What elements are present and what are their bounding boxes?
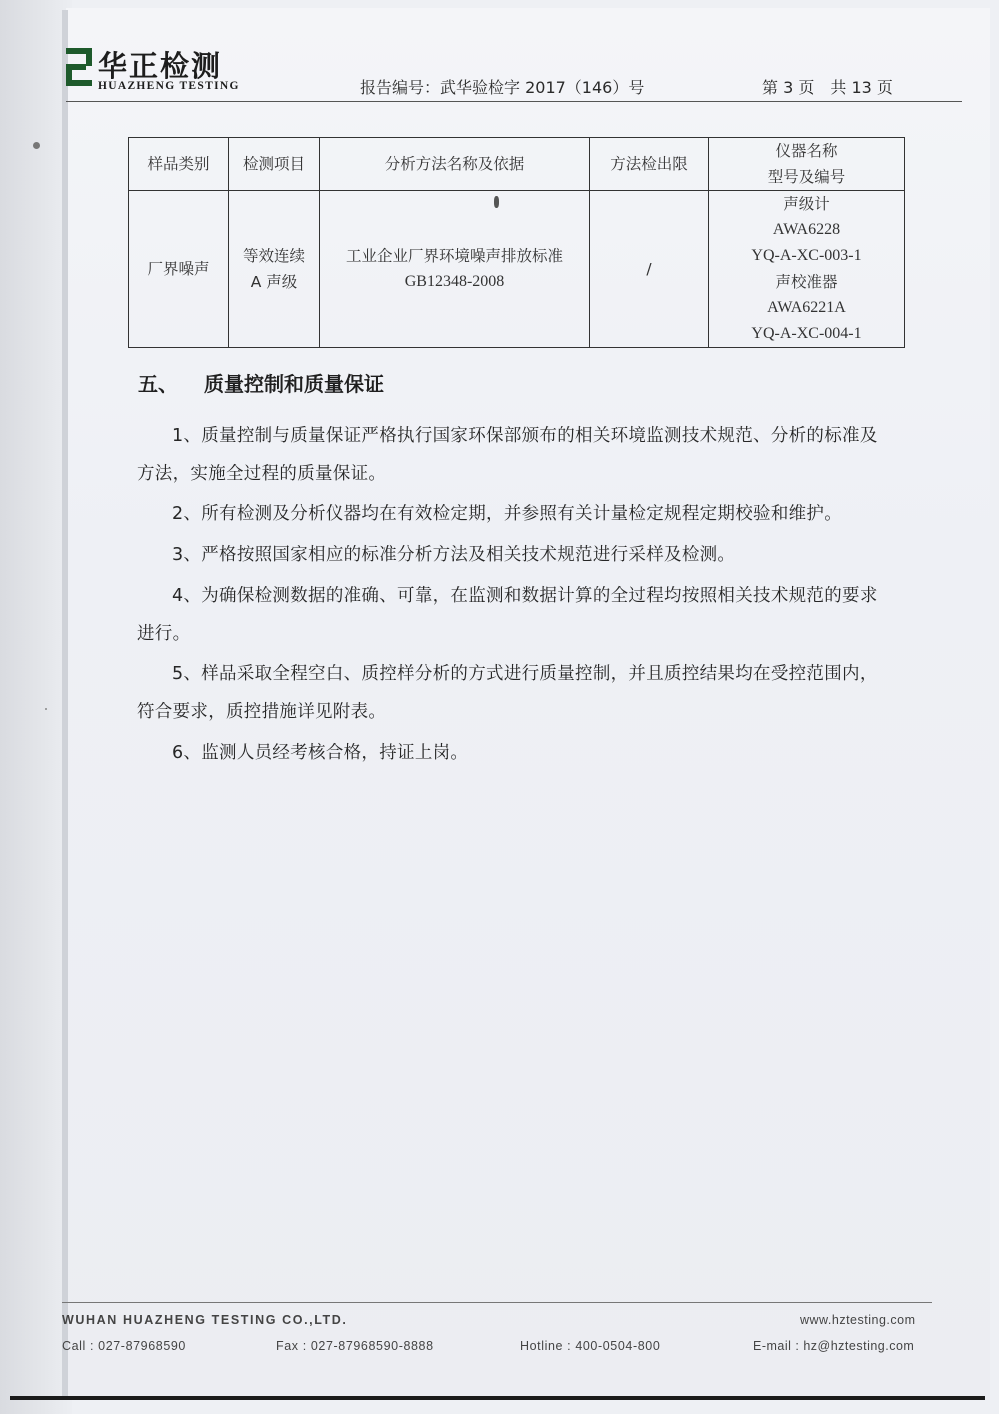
footer-fax: Fax : 027-87968590-8888 [276,1339,434,1353]
cell-sample-type: 厂界噪声 [129,191,229,348]
table-row [129,191,905,348]
col-method: 分析方法名称及依据 [320,138,590,191]
cell-test-item-line1: 等效连续 [242,247,305,265]
table-header-row [129,138,905,191]
instrument-line: AWA6221A [767,299,846,316]
paragraph: 5、样品采取全程空白、质控样分析的方式进行质量控制，并且质控结果均在受控范围内，符合要求，质控措施详见附表。 [137,664,878,722]
paragraph: 4、为确保检测数据的准确、可靠，在监测和数据计算的全过程均按照相关技术规范的要求进行。 [137,585,878,644]
instrument-line: 声校准器 [775,273,838,291]
section-heading [138,368,384,397]
paragraph: 6、监测人员经考核合格，持证上岗。 [172,742,469,763]
cell-instrument [709,191,905,348]
col-instrument [709,138,905,191]
footer-website: www.hztesting.com [800,1313,916,1327]
instrument-line: 声级计 [783,195,830,213]
col-test-item: 检测项目 [229,138,320,191]
page-indicator: 第 3 页 共 13 页 [762,78,893,97]
instrument-line: AWA6228 [772,221,841,238]
scan-bottom-edge [10,1396,985,1400]
report-number: 报告编号：武华验检字 2017（146）号 [360,78,645,97]
cell-test-item [229,191,320,348]
section-body [137,418,879,775]
scan-speck [494,196,499,208]
col-instrument-line1: 仪器名称 [775,142,838,160]
instrument-line: YQ-A-XC-004-1 [751,325,862,342]
paragraph: 3、严格按照国家相应的标准分析方法及相关技术规范进行采样及检测。 [172,545,736,566]
section-title: 质量控制和质量保证 [204,372,384,396]
col-detection-limit: 方法检出限 [590,138,709,191]
cell-method [320,191,590,348]
logo-chinese-name: 华正检测 [98,49,223,83]
footer-divider [62,1302,932,1303]
col-sample-type: 样品类别 [129,138,229,191]
cell-detection-limit: / [590,191,709,348]
footer-hotline: Hotline : 400-0504-800 [520,1339,661,1353]
scan-speck [45,708,47,710]
footer-email: E-mail : hz@hztesting.com [753,1339,915,1353]
logo-mark-icon [66,48,92,86]
cell-method-name: 工业企业厂界环境噪声排放标准 [345,247,563,265]
paragraph: 2、所有检测及分析仪器均在有效检定期，并参照有关计量检定规程定期校验和维护。 [172,504,843,525]
header-divider [66,101,962,102]
scan-binding-edge [62,10,68,1400]
scan-speck [33,142,40,149]
cell-method-standard: GB12348-2008 [404,273,505,290]
test-method-table [128,137,905,348]
footer-company: WUHAN HUAZHENG TESTING CO.,LTD. [62,1313,348,1327]
col-instrument-line2: 型号及编号 [767,168,846,186]
instrument-line: YQ-A-XC-003-1 [751,247,862,264]
cell-test-item-line2: A 声级 [250,273,298,291]
section-number: 五、 [138,372,178,396]
paragraph: 1、质量控制与质量保证严格执行国家环保部颁布的相关环境监测技术规范、分析的标准及方法，实施全过程的质量保证。 [137,426,878,484]
company-logo [66,44,256,94]
logo-english-name: HUAZHENG TESTING [98,80,240,92]
footer-phone: Call : 027-87968590 [62,1339,186,1353]
